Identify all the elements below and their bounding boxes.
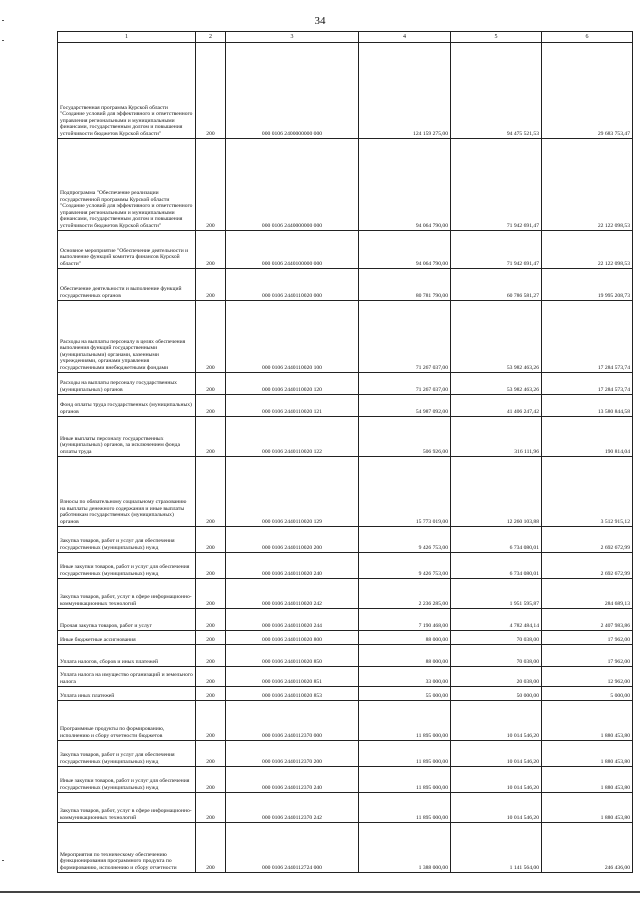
- row-code-cell: 000 0106 2440000000 000: [226, 139, 359, 231]
- row-approved-cell: 1 388 000,00: [359, 823, 451, 873]
- row-remaining-cell: 22 122 098,53: [542, 139, 633, 231]
- row-ppp-cell: 200: [196, 139, 226, 231]
- row-name-cell: Основное мероприятие "Обеспечение деятельности и выполнение функций комитета финансов Курской области": [58, 231, 196, 269]
- table-body: [58, 43, 633, 873]
- row-executed-cell: 316 111,96: [451, 417, 542, 457]
- row-code-cell: 000 0106 2440112370 242: [226, 793, 359, 823]
- row-approved-cell: 11 895 000,00: [359, 741, 451, 767]
- row-remaining-cell: 2 692 672,99: [542, 527, 633, 553]
- row-approved-cell: 88 000,00: [359, 631, 451, 645]
- row-approved-cell: 2 236 285,00: [359, 579, 451, 609]
- row-executed-cell: 70 038,00: [451, 645, 542, 667]
- row-code-cell: 000 0106 2440110020 853: [226, 687, 359, 701]
- row-executed-cell: 70 038,00: [451, 631, 542, 645]
- row-ppp-cell: 200: [196, 793, 226, 823]
- row-executed-cell: 41 406 247,42: [451, 395, 542, 417]
- row-ppp-cell: 200: [196, 43, 226, 139]
- table-row: [58, 457, 633, 527]
- row-executed-cell: 10 014 546,20: [451, 793, 542, 823]
- table-row: [58, 139, 633, 231]
- row-name-cell: Взносы по обязательному социальному страхованию на выплаты денежного содержания и иные выплаты работникам государственных (муниципальных) органов: [58, 457, 196, 527]
- row-approved-cell: 55 000,00: [359, 687, 451, 701]
- row-approved-cell: 11 895 000,00: [359, 767, 451, 793]
- row-approved-cell: 94 064 790,00: [359, 139, 451, 231]
- row-code-cell: 000 0106 2440112370 000: [226, 701, 359, 741]
- row-ppp-cell: 200: [196, 767, 226, 793]
- row-remaining-cell: 246 436,00: [542, 823, 633, 873]
- row-code-cell: 000 0106 2440112724 000: [226, 823, 359, 873]
- row-code-cell: 000 0106 2440110020 000: [226, 269, 359, 301]
- table-row: [58, 269, 633, 301]
- row-remaining-cell: 1 880 453,80: [542, 767, 633, 793]
- row-name-cell: Уплата налогов, сборов и иных платежей: [58, 645, 196, 667]
- row-name-cell: Прочая закупка товаров, работ и услуг: [58, 609, 196, 631]
- row-executed-cell: 10 014 546,20: [451, 741, 542, 767]
- table-row: [58, 687, 633, 701]
- row-ppp-cell: 200: [196, 579, 226, 609]
- row-name-cell: Подпрограмма "Обеспечение реализации государственной программы Курской области "Создание условий для эффективного и ответственного управления региональными и муниципальными финансами, государственным долгом и повышения устойчивости бюджетов Курской области": [58, 139, 196, 231]
- row-code-cell: 000 0106 2440110020 120: [226, 373, 359, 395]
- row-ppp-cell: 200: [196, 823, 226, 873]
- row-name-cell: Государственная программа Курской области "Создание условий для эффективного и ответственного управления региональными и муниципальными финансами, государственным долгом и повышения устойчивости бюджетов Курской области": [58, 43, 196, 139]
- row-remaining-cell: 17 284 573,74: [542, 373, 633, 395]
- row-remaining-cell: 19 995 208,73: [542, 269, 633, 301]
- table-header-row: [58, 32, 633, 43]
- row-approved-cell: 71 267 037,00: [359, 301, 451, 373]
- row-name-cell: Уплата налога на имущество организаций и земельного налога: [58, 667, 196, 687]
- row-name-cell: Обеспечение деятельности и выполнение функций государственных органов: [58, 269, 196, 301]
- row-ppp-cell: 200: [196, 687, 226, 701]
- row-approved-cell: 11 895 000,00: [359, 701, 451, 741]
- row-approved-cell: 33 000,00: [359, 667, 451, 687]
- row-name-cell: Мероприятия по техническому обеспечению функционирования программного продукта по формированию, исполнению и сбору отчетности: [58, 823, 196, 873]
- row-approved-cell: 7 190 468,00: [359, 609, 451, 631]
- row-remaining-cell: 17 284 573,74: [542, 301, 633, 373]
- row-remaining-cell: 2 407 983,86: [542, 609, 633, 631]
- row-approved-cell: 15 773 019,00: [359, 457, 451, 527]
- row-code-cell: 000 0106 2440110020 242: [226, 579, 359, 609]
- scan-edge-line: [0, 891, 640, 893]
- table-row: [58, 395, 633, 417]
- row-code-cell: 000 0106 2440110020 121: [226, 395, 359, 417]
- row-name-cell: Расходы на выплаты персоналу государственных (муниципальных) органов: [58, 373, 196, 395]
- row-executed-cell: 4 782 484,14: [451, 609, 542, 631]
- row-approved-cell: 88 000,00: [359, 645, 451, 667]
- row-remaining-cell: 17 962,00: [542, 631, 633, 645]
- row-approved-cell: 94 064 790,00: [359, 231, 451, 269]
- row-name-cell: Фонд оплаты труда государственных (муниципальных) органов: [58, 395, 196, 417]
- row-code-cell: 000 0106 2440110020 129: [226, 457, 359, 527]
- row-remaining-cell: 1 880 453,80: [542, 701, 633, 741]
- row-executed-cell: 1 141 564,00: [451, 823, 542, 873]
- row-name-cell: Закупка товаров, работ, услуг в сфере информационно-коммуникационных технологий: [58, 579, 196, 609]
- row-ppp-cell: 200: [196, 609, 226, 631]
- row-approved-cell: 9 426 753,00: [359, 553, 451, 579]
- table-row: [58, 417, 633, 457]
- row-approved-cell: 124 159 275,00: [359, 43, 451, 139]
- row-approved-cell: 54 987 092,00: [359, 395, 451, 417]
- row-executed-cell: 20 038,00: [451, 667, 542, 687]
- column-header: 1: [58, 32, 196, 43]
- row-code-cell: 000 0106 2440110020 800: [226, 631, 359, 645]
- table-row: [58, 301, 633, 373]
- row-approved-cell: 80 781 790,00: [359, 269, 451, 301]
- row-code-cell: 000 0106 2440110020 244: [226, 609, 359, 631]
- row-name-cell: Закупка товаров, работ, услуг в сфере информационно-коммуникационных технологий: [58, 793, 196, 823]
- row-remaining-cell: 12 962,00: [542, 667, 633, 687]
- budget-execution-table: [57, 31, 633, 873]
- row-name-cell: Иные закупки товаров, работ и услуг для обеспечения государственных (муниципальных) нужд: [58, 553, 196, 579]
- row-executed-cell: 1 951 595,87: [451, 579, 542, 609]
- row-ppp-cell: 200: [196, 373, 226, 395]
- row-remaining-cell: 284 689,13: [542, 579, 633, 609]
- column-header: 5: [451, 32, 542, 43]
- row-executed-cell: 53 982 463,26: [451, 301, 542, 373]
- table-row: [58, 231, 633, 269]
- row-name-cell: Иные закупки товаров, работ и услуг для обеспечения государственных (муниципальных) нужд: [58, 767, 196, 793]
- scan-artifact: [2, 40, 4, 41]
- row-ppp-cell: 200: [196, 741, 226, 767]
- row-executed-cell: 6 734 080,01: [451, 527, 542, 553]
- table-row: [58, 631, 633, 645]
- table-row: [58, 373, 633, 395]
- row-ppp-cell: 200: [196, 667, 226, 687]
- row-remaining-cell: 22 122 098,53: [542, 231, 633, 269]
- row-executed-cell: 10 014 546,20: [451, 767, 542, 793]
- row-ppp-cell: 200: [196, 269, 226, 301]
- scan-artifact: [2, 860, 4, 861]
- table-row: [58, 667, 633, 687]
- row-ppp-cell: 200: [196, 417, 226, 457]
- row-executed-cell: 12 260 103,88: [451, 457, 542, 527]
- row-remaining-cell: 190 814,04: [542, 417, 633, 457]
- row-code-cell: 000 0106 2440100000 000: [226, 231, 359, 269]
- row-name-cell: Уплата иных платежей: [58, 687, 196, 701]
- column-header: 3: [226, 32, 359, 43]
- table-row: [58, 43, 633, 139]
- row-remaining-cell: 1 880 453,80: [542, 793, 633, 823]
- row-ppp-cell: 200: [196, 527, 226, 553]
- row-ppp-cell: 200: [196, 301, 226, 373]
- row-ppp-cell: 200: [196, 645, 226, 667]
- row-executed-cell: 6 734 080,01: [451, 553, 542, 579]
- row-code-cell: 000 0106 2440110020 851: [226, 667, 359, 687]
- row-executed-cell: 10 014 546,20: [451, 701, 542, 741]
- row-code-cell: 000 0106 2440110020 122: [226, 417, 359, 457]
- row-name-cell: Расходы на выплаты персоналу в целях обеспечения выполнения функций государственными (муниципальными) органами, казенными учреждениями, органами управления государственными внебюджетными фондами: [58, 301, 196, 373]
- table-row: [58, 701, 633, 741]
- column-header: 2: [196, 32, 226, 43]
- table-row: [58, 579, 633, 609]
- row-ppp-cell: 200: [196, 553, 226, 579]
- row-approved-cell: 9 426 753,00: [359, 527, 451, 553]
- table-row: [58, 527, 633, 553]
- row-code-cell: 000 0106 2440110020 100: [226, 301, 359, 373]
- scan-artifact: [2, 20, 4, 21]
- row-remaining-cell: 5 000,00: [542, 687, 633, 701]
- row-name-cell: Иные выплаты персоналу государственных (муниципальных) органов, за исключением фонда оплаты труда: [58, 417, 196, 457]
- row-executed-cell: 71 942 691,47: [451, 231, 542, 269]
- table-row: [58, 767, 633, 793]
- row-ppp-cell: 200: [196, 457, 226, 527]
- row-code-cell: 000 0106 2400000000 000: [226, 43, 359, 139]
- row-approved-cell: 11 895 000,00: [359, 793, 451, 823]
- row-name-cell: Закупка товаров, работ и услуг для обеспечения государственных (муниципальных) нужд: [58, 741, 196, 767]
- table-row: [58, 609, 633, 631]
- table-row: [58, 741, 633, 767]
- row-code-cell: 000 0106 2440110020 850: [226, 645, 359, 667]
- row-approved-cell: 506 926,00: [359, 417, 451, 457]
- row-remaining-cell: 2 692 672,99: [542, 553, 633, 579]
- row-code-cell: 000 0106 2440110020 240: [226, 553, 359, 579]
- row-ppp-cell: 200: [196, 231, 226, 269]
- row-remaining-cell: 13 580 844,58: [542, 395, 633, 417]
- row-ppp-cell: 200: [196, 395, 226, 417]
- row-code-cell: 000 0106 2440112370 200: [226, 741, 359, 767]
- row-remaining-cell: 29 683 753,47: [542, 43, 633, 139]
- row-ppp-cell: 200: [196, 631, 226, 645]
- row-approved-cell: 71 267 037,00: [359, 373, 451, 395]
- column-header: 6: [542, 32, 633, 43]
- row-code-cell: 000 0106 2440112370 240: [226, 767, 359, 793]
- table-row: [58, 823, 633, 873]
- row-name-cell: Закупка товаров, работ и услуг для обеспечения государственных (муниципальных) нужд: [58, 527, 196, 553]
- column-header: 4: [359, 32, 451, 43]
- row-executed-cell: 53 982 463,26: [451, 373, 542, 395]
- row-executed-cell: 71 942 691,47: [451, 139, 542, 231]
- table-row: [58, 793, 633, 823]
- row-executed-cell: 60 786 581,27: [451, 269, 542, 301]
- row-name-cell: Программные продукты по формированию, исполнению и сбору отчетности бюджетов: [58, 701, 196, 741]
- page-number: 34: [314, 15, 326, 27]
- row-code-cell: 000 0106 2440110020 200: [226, 527, 359, 553]
- row-remaining-cell: 3 512 915,12: [542, 457, 633, 527]
- row-remaining-cell: 1 880 453,80: [542, 741, 633, 767]
- row-ppp-cell: 200: [196, 701, 226, 741]
- table-row: [58, 553, 633, 579]
- table-row: [58, 645, 633, 667]
- row-executed-cell: 50 000,00: [451, 687, 542, 701]
- row-name-cell: Иные бюджетные ассигнования: [58, 631, 196, 645]
- row-executed-cell: 94 475 521,53: [451, 43, 542, 139]
- row-remaining-cell: 17 962,00: [542, 645, 633, 667]
